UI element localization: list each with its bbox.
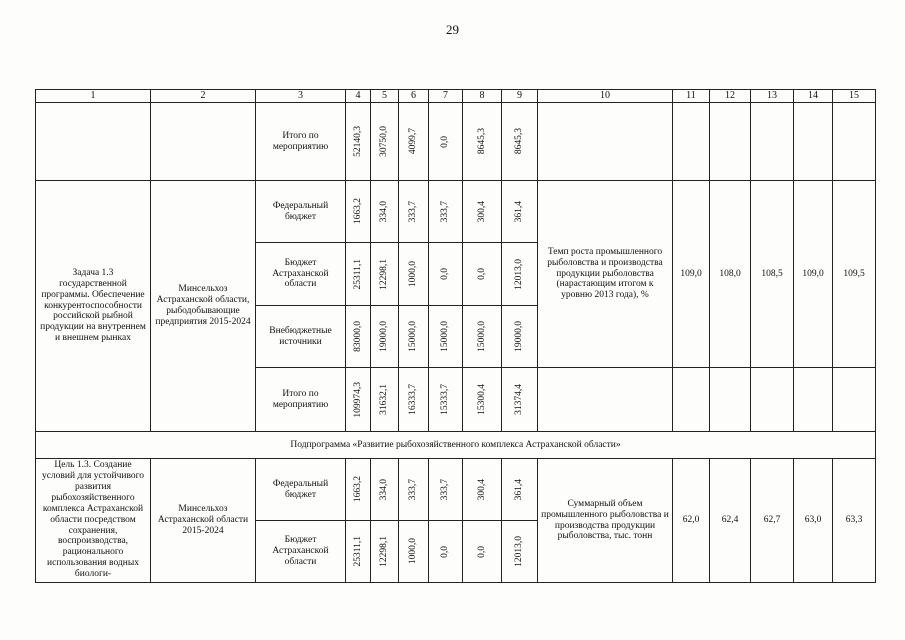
value-cell: 1000,0 bbox=[399, 243, 429, 306]
indicator-value: 63,0 bbox=[794, 459, 833, 583]
value-cell: 333,7 bbox=[429, 459, 463, 521]
value-cell: 12298,1 bbox=[371, 243, 399, 306]
value-cell: 300,4 bbox=[463, 181, 502, 243]
funding-source: Итого по мероприятию bbox=[256, 103, 346, 181]
empty-cell bbox=[710, 103, 751, 181]
funding-source: Федеральный бюджет bbox=[256, 181, 346, 243]
header-col-3: 3 bbox=[256, 90, 346, 103]
indicator-value: 63,3 bbox=[833, 459, 876, 583]
value-cell: 333,7 bbox=[399, 181, 429, 243]
goal-description: Цель 1.3. Создание условий для устойчивого развития рыбохозяйственного комплекса Астраханской области посредством сохранения, воспроизводства, рационального использования водных биологи- bbox=[36, 459, 151, 583]
value-cell: 0,0 bbox=[463, 243, 502, 306]
value-cell: 334,0 bbox=[371, 181, 399, 243]
empty-cell bbox=[36, 103, 151, 181]
header-col-11: 11 bbox=[673, 90, 710, 103]
value-cell: 8645,3 bbox=[502, 103, 538, 181]
value-cell: 12298,1 bbox=[371, 521, 399, 583]
value-cell: 83000,0 bbox=[346, 306, 371, 368]
value-cell: 333,7 bbox=[429, 181, 463, 243]
value-cell: 15300,4 bbox=[463, 368, 502, 432]
table-row bbox=[36, 181, 876, 243]
header-col-2: 2 bbox=[151, 90, 256, 103]
goal-executor: Минсельхоз Астраханской области 2015-2024 bbox=[151, 459, 256, 583]
header-col-4: 4 bbox=[346, 90, 371, 103]
value-cell: 0,0 bbox=[429, 103, 463, 181]
value-cell: 15000,0 bbox=[429, 306, 463, 368]
value-cell: 333,7 bbox=[399, 459, 429, 521]
value-cell: 12013,0 bbox=[502, 521, 538, 583]
indicator-value: 109,0 bbox=[673, 181, 710, 368]
value-cell: 361,4 bbox=[502, 181, 538, 243]
value-cell: 4099,7 bbox=[399, 103, 429, 181]
indicator-value: 108,5 bbox=[751, 181, 794, 368]
indicator-value: 62,4 bbox=[710, 459, 751, 583]
value-cell: 300,4 bbox=[463, 459, 502, 521]
empty-cell bbox=[833, 103, 876, 181]
empty-cell bbox=[794, 368, 833, 432]
value-cell: 1663,2 bbox=[346, 181, 371, 243]
value-cell: 31374,4 bbox=[502, 368, 538, 432]
value-cell: 109974,3 bbox=[346, 368, 371, 432]
funding-source: Бюджет Астраханской области bbox=[256, 521, 346, 583]
program-table bbox=[35, 89, 876, 583]
value-cell: 1663,2 bbox=[346, 459, 371, 521]
empty-cell bbox=[673, 368, 710, 432]
header-col-5: 5 bbox=[371, 90, 399, 103]
header-col-14: 14 bbox=[794, 90, 833, 103]
value-cell: 1000,0 bbox=[399, 521, 429, 583]
value-cell: 0,0 bbox=[463, 521, 502, 583]
empty-cell bbox=[794, 103, 833, 181]
table-row bbox=[36, 459, 876, 521]
empty-cell bbox=[751, 368, 794, 432]
funding-source: Итого по мероприятию bbox=[256, 368, 346, 432]
empty-cell bbox=[751, 103, 794, 181]
value-cell: 0,0 bbox=[429, 243, 463, 306]
task-executor: Минсельхоз Астраханской области, рыбодобывающие предприятия 2015-2024 bbox=[151, 181, 256, 432]
value-cell: 12013,0 bbox=[502, 243, 538, 306]
value-cell: 15000,0 bbox=[463, 306, 502, 368]
empty-cell bbox=[538, 103, 673, 181]
subprogram-title: Подпрограмма «Развитие рыбохозяйственного комплекса Астраханской области» bbox=[36, 432, 876, 459]
value-cell: 19000,0 bbox=[371, 306, 399, 368]
indicator-value: 109,0 bbox=[794, 181, 833, 368]
funding-source: Бюджет Астраханской области bbox=[256, 243, 346, 306]
header-col-1: 1 bbox=[36, 90, 151, 103]
subprogram-row bbox=[36, 432, 876, 459]
value-cell: 334,0 bbox=[371, 459, 399, 521]
funding-source: Федеральный бюджет bbox=[256, 459, 346, 521]
empty-cell bbox=[538, 368, 673, 432]
indicator-value: 62,0 bbox=[673, 459, 710, 583]
value-cell: 19000,0 bbox=[502, 306, 538, 368]
empty-cell bbox=[833, 368, 876, 432]
empty-cell bbox=[151, 103, 256, 181]
header-col-6: 6 bbox=[399, 90, 429, 103]
header-col-10: 10 bbox=[538, 90, 673, 103]
indicator-value: 109,5 bbox=[833, 181, 876, 368]
value-cell: 15000,0 bbox=[399, 306, 429, 368]
value-cell: 361,4 bbox=[502, 459, 538, 521]
table-row bbox=[36, 103, 876, 181]
header-col-13: 13 bbox=[751, 90, 794, 103]
value-cell: 8645,3 bbox=[463, 103, 502, 181]
empty-cell bbox=[673, 103, 710, 181]
value-cell: 16333,7 bbox=[399, 368, 429, 432]
funding-source: Внебюджетные источники bbox=[256, 306, 346, 368]
value-cell: 15333,7 bbox=[429, 368, 463, 432]
value-cell: 0,0 bbox=[429, 521, 463, 583]
value-cell: 30750,0 bbox=[371, 103, 399, 181]
header-col-15: 15 bbox=[833, 90, 876, 103]
indicator-description: Суммарный объем промышленного рыболовства и производства продукции рыболовства, тыс. тонн bbox=[538, 459, 673, 583]
header-col-9: 9 bbox=[502, 90, 538, 103]
indicator-description: Темп роста промышленного рыболовства и производства продукции рыболовства (нарастающим итогом к уровню 2013 года), % bbox=[538, 181, 673, 368]
header-col-7: 7 bbox=[429, 90, 463, 103]
header-col-12: 12 bbox=[710, 90, 751, 103]
value-cell: 25311,1 bbox=[346, 243, 371, 306]
indicator-value: 108,0 bbox=[710, 181, 751, 368]
indicator-value: 62,7 bbox=[751, 459, 794, 583]
task-description: Задача 1.3 государственной программы. Обеспечение конкурентоспособности российской рыбной продукции на внутреннем и внешнем рынках bbox=[36, 181, 151, 432]
value-cell: 31632,1 bbox=[371, 368, 399, 432]
header-row bbox=[36, 90, 876, 103]
header-col-8: 8 bbox=[463, 90, 502, 103]
value-cell: 25311,1 bbox=[346, 521, 371, 583]
empty-cell bbox=[710, 368, 751, 432]
value-cell: 52140,3 bbox=[346, 103, 371, 181]
page-number: 29 bbox=[446, 22, 459, 37]
